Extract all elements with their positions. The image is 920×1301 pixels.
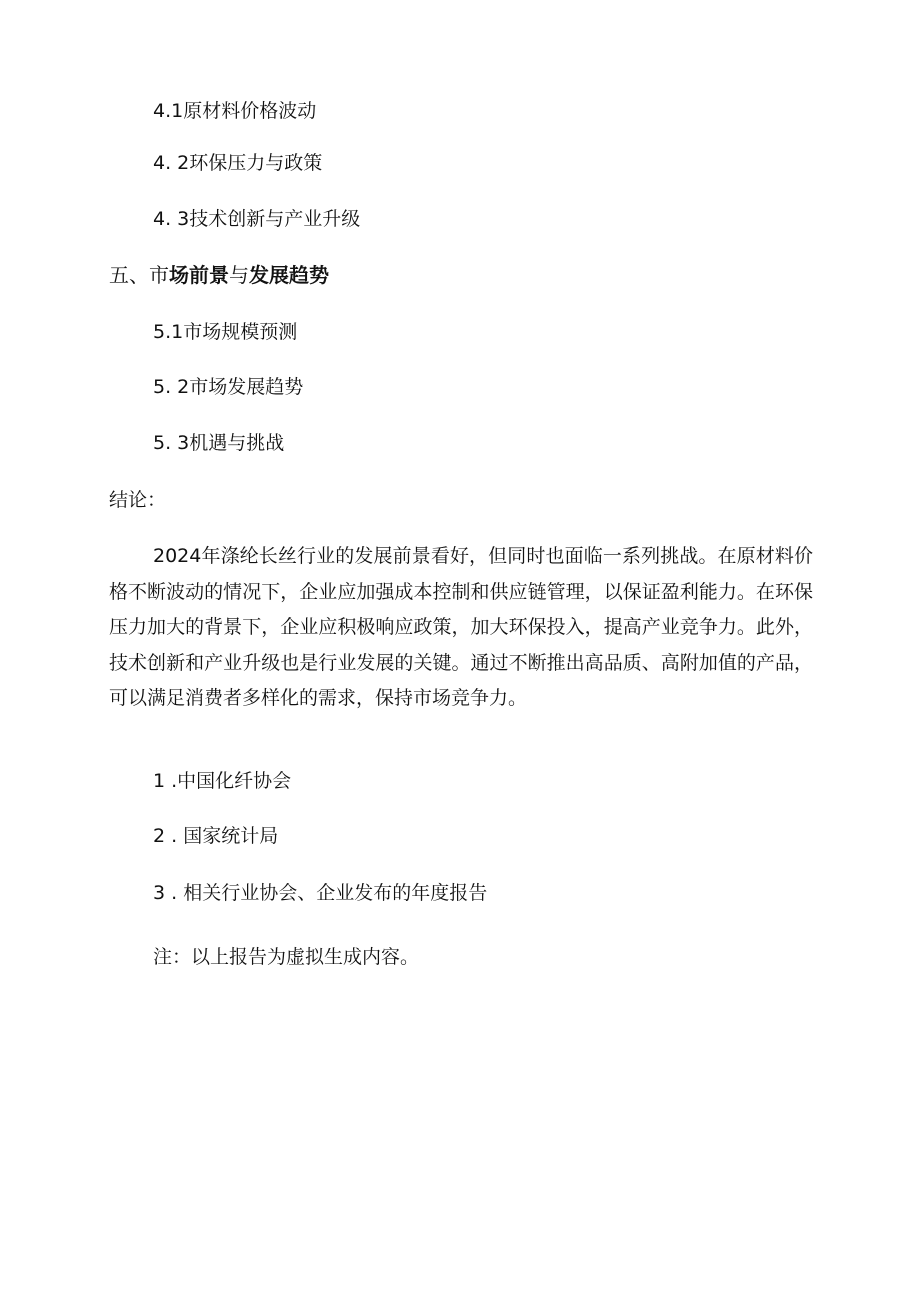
conclusion-heading: 结论： [109,489,167,511]
heading-prefix: 五、市 [109,263,169,287]
reference-item-1: 1 .中国化纤协会 [153,770,292,792]
conclusion-paragraph: 2024年涤纶长丝行业的发展前景看好，但同时也面临一系列挑战。在原材料价格不断波动的情况下，企业应加强成本控制和供应链管理，以保证盈利能力。在环保压力加大的背景下，企业应积极响应政策，加大环保投入，提高产业竞争力。此外，技术创新和产业升级也是行业发展的关键。通过不断推出高品质、高附加值的产品，可以满足消费者多样化的需求，保持市场竞争力。 [109,545,813,709]
toc-item-4-1: 4.1原材料价格波动 [153,100,317,122]
heading-mid: 与 [229,263,249,287]
reference-item-3: 3 . 相关行业协会、企业发布的年度报告 [153,882,488,904]
note-text: 注：以上报告为虚拟生成内容。 [153,946,420,968]
toc-item-4-2: 4. 2环保压力与政策 [153,152,323,174]
section-5-heading [109,262,329,288]
toc-item-5-1: 5.1市场规模预测 [153,321,298,343]
heading-bold-part-2: 发展趋势 [249,263,329,287]
toc-item-4-3: 4. 3技术创新与产业升级 [153,208,361,230]
toc-item-5-3: 5. 3机遇与挑战 [153,432,285,454]
reference-item-2: 2 . 国家统计局 [153,825,279,847]
toc-item-5-2: 5. 2市场发展趋势 [153,376,304,398]
heading-bold-part-1: 场前景 [169,263,229,287]
